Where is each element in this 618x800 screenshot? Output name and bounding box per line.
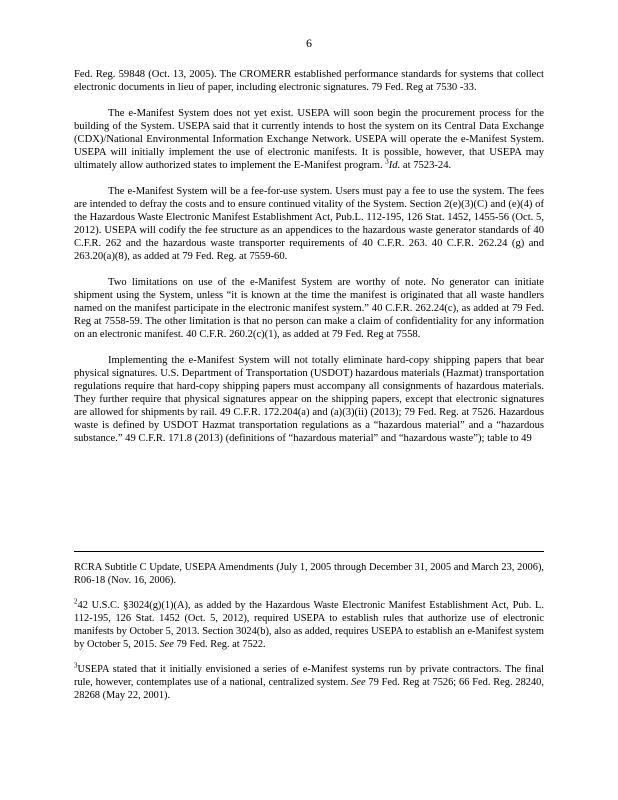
footnote-2-text-a: 42 U.S.C. §3024(g)(1)(A), as added by the Hazardous Waste Electronic Manifest Establishment Act, Pub. L. 112-195, 126 Stat. 1452 (Oct. 5, 2012), required USEPA to establish rules that authorize use of electronic manifests by October 5, 2013. Section 3024(b), also as added, requires USEPA to establish an e-Manifest system by October 5, 2015. [74, 600, 544, 650]
paragraph-1: Fed. Reg. 59848 (Oct. 13, 2005). The CROMERR established performance standards for systems that collect electronic documents in lieu of paper, including electronic signatures. 79 Fed. Reg at 7530 -33. [74, 69, 544, 93]
page-number: 6 [306, 36, 312, 50]
paragraph-2-text: The e-Manifest System does not yet exist. USEPA will soon begin the procurement process for the building of the System. USEPA said that it currently intends to host the system on its Central Data Exchange (CDX)/National Environmental Information Exchange Network. USEPA will operate the e-Manifest System. USEPA will initially implement the use of electronic manifests. It is possible, however, that USEPA may ultimately allow authorized states to implement the E-Manifest program. [74, 108, 544, 171]
paragraph-2 [74, 107, 544, 172]
paragraph-5: Implementing the e-Manifest System will not totally eliminate hard-copy shipping papers that bear physical signatures. U.S. Department of Transportation (USDOT) hazardous materials (Hazmat) transportation regulations require that hard-copy shipping papers must accompany all consignments of hazardous materials. They further require that physical signatures appear on the shipping papers, except that electronic signatures are allowed for shipments by rail. 49 C.F.R. 172.204(a) and (a)(3)(ii) (2013); 79 Fed. Reg. at 7526. Hazardous waste is defined by USDOT Hazmat transportation regulations as a “hazardous material” and a “hazardous substance.” 49 C.F.R. 171.8 (2013) (definitions of “hazardous material” and “hazardous waste”); table to 49 [74, 355, 544, 444]
id-citation: Id. [388, 160, 401, 171]
paragraph-3: The e-Manifest System will be a fee-for-use system. Users must pay a fee to use the system. The fees are intended to defray the costs and to ensure continued vitality of the System. Section 2(e)(3)(C) and (e)(4) of the Hazardous Waste Electronic Manifest Establishment Act, Pub.L. 112-195, 126 Stat. 1452, 1455-56 (Oct. 5, 2012). USEPA will codify the fee structure as an appendices to the hazardous waste generator standards of 40 C.F.R. 262 and the hazardous waste transporter requirements of 40 C.F.R. 263. 40 C.F.R. 262.24 (g) and 263.20(a)(8), as added at 79 Fed. Reg. at 7559-60. [74, 186, 544, 262]
paragraph-4: Two limitations on use of the e-Manifest System are worthy of note. No generator can initiate shipment using the System, unless “it is known at the time the manifest is originated that all waste handlers named on the manifest participate in the electronic manifest system.” 40 C.F.R. 262.24(c), as added at 79 Fed. Reg at 7558-59. The other limitation is that no person can make a claim of confidentiality for any information on an electronic manifest. 40 C.F.R. 260.2(c)(1), as added at 79 Fed. Reg at 7558. [74, 277, 544, 340]
footnote-3-text-b: 79 Fed. Reg at 7526; 66 Fed. Reg. 28240, 28268 (May 22, 2001). [74, 677, 544, 701]
footnote-2-see: See [159, 639, 174, 650]
body-text [74, 68, 544, 458]
footnote-continued: RCRA Subtitle C Update, USEPA Amendments (July 1, 2005 through December 31, 2005 and March 23, 2006), R06-18 (Nov. 16, 2006). [74, 562, 544, 586]
footnote-3-marker: 3 [74, 661, 78, 670]
id-citation-pages: at 7523-24. [402, 160, 452, 171]
footnote-divider [74, 551, 544, 552]
footnote-2-text-b: 79 Fed. Reg. at 7522. [176, 639, 266, 650]
footnote-2 [74, 599, 544, 651]
footnote-3 [74, 663, 544, 702]
footnote-3-see: See [351, 677, 366, 688]
footnote-ref-3: 3 [385, 157, 389, 166]
footnote-2-marker: 2 [74, 597, 78, 606]
footnote-3-text-a: USEPA stated that it initially envisioned a series of e-Manifest systems run by private contractors. The final rule, however, contemplates use of a national, centralized system. [74, 664, 544, 688]
footnotes [74, 561, 544, 714]
